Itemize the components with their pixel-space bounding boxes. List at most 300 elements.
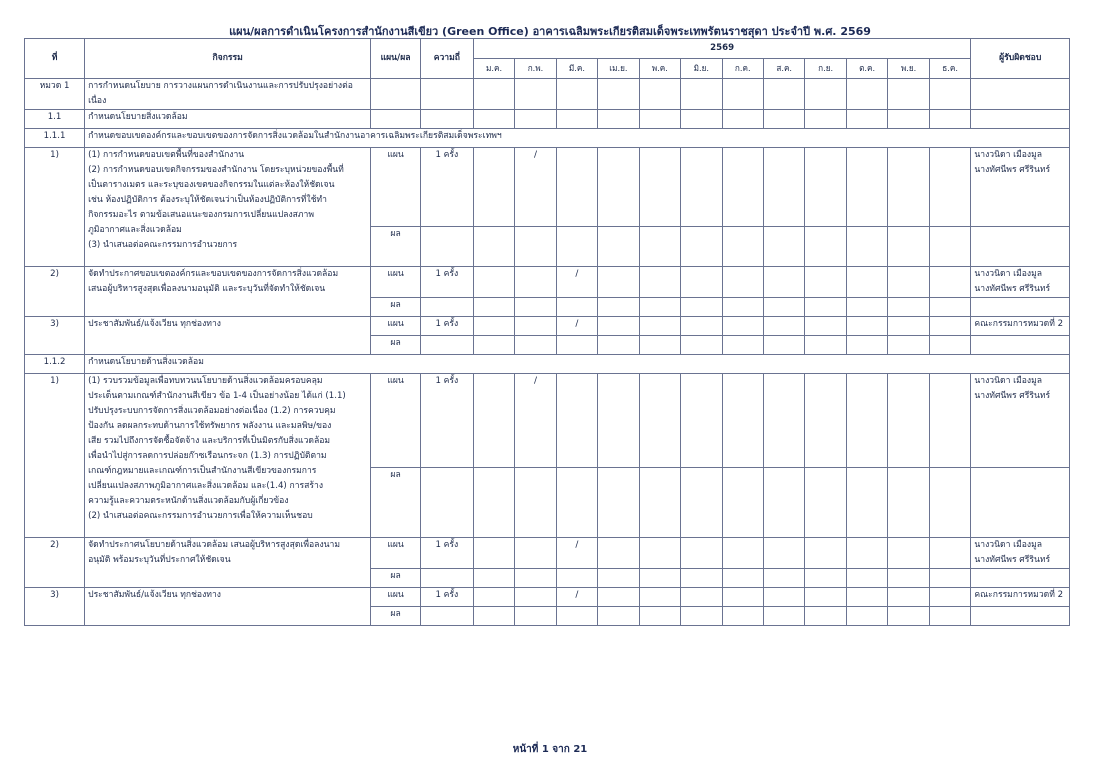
activity-number: 1): [25, 374, 85, 538]
empty-cell: [639, 79, 680, 110]
activity-number: 2): [25, 538, 85, 588]
frequency-value: 1 ครั้ง: [420, 538, 473, 569]
result-month-1: [473, 468, 514, 538]
result-responsible-cell: [971, 336, 1070, 355]
result-month-11: [888, 607, 929, 626]
plan-month-12: [929, 538, 971, 569]
result-frequency-cell: [420, 569, 473, 588]
month-header-6: มิ.ย.: [681, 59, 722, 79]
frequency-value: 1 ครั้ง: [420, 588, 473, 607]
plan-month-4: [598, 267, 639, 298]
result-month-2: [515, 336, 556, 355]
month-header-10: ต.ค.: [846, 59, 887, 79]
result-month-7: [722, 298, 763, 317]
plan-table: [24, 38, 1070, 626]
subsection-number: 1.1.1: [25, 129, 85, 148]
result-month-1: [473, 336, 514, 355]
result-month-10: [846, 607, 887, 626]
result-label: ผล: [371, 298, 421, 317]
empty-cell: [598, 110, 639, 129]
plan-month-6: [681, 267, 722, 298]
plan-month-3: [556, 267, 597, 298]
result-month-9: [805, 468, 846, 538]
section-number: 1.1: [25, 110, 85, 129]
result-month-11: [888, 569, 929, 588]
empty-cell: [722, 79, 763, 110]
plan-month-9: [805, 374, 846, 468]
result-month-6: [681, 569, 722, 588]
activity-line: ปรับปรุงระบบการจัดการสิ่งแวดล้อมอย่างต่อเนื่อง (1.2) การควบคุม: [88, 406, 336, 416]
empty-cell: [929, 79, 971, 110]
activity-line: เสนอผู้บริหารสูงสุดเพื่อลงนามอนุมัติ และระบุวันที่จัดทำให้ชัดเจน: [88, 284, 326, 294]
plan-month-8: [763, 588, 804, 607]
activity-line: (1) รวบรวมข้อมูลเพื่อทบทวนนโยบายด้านสิ่งแวดล้อมครอบคลุม: [88, 376, 323, 386]
plan-month-10: [846, 538, 887, 569]
plan-month-10: [846, 588, 887, 607]
result-month-5: [639, 298, 680, 317]
plan-month-2: [515, 317, 556, 336]
result-month-5: [639, 607, 680, 626]
activity-line: ป้องกัน ลดผลกระทบด้านการใช้ทรัพยากร พลังงาน และมลพิษ/ของ: [88, 421, 332, 431]
empty-cell: [846, 110, 887, 129]
plan-month-7: [722, 317, 763, 336]
plan-month-9: [805, 317, 846, 336]
responsible-person: [971, 267, 1070, 298]
plan-mark: /: [575, 540, 579, 550]
header-no: ที่: [25, 39, 85, 79]
plan-month-12: [929, 317, 971, 336]
result-frequency-cell: [420, 298, 473, 317]
activity-description: [85, 538, 371, 588]
activity-line: เช่น ห้องปฏิบัติการ ต้องระบุให้ชัดเจนว่าเป็นห้องปฏิบัติการที่ใช้ทำ: [88, 195, 327, 205]
document-title: แผน/ผลการดำเนินโครงการสำนักงานสีเขียว (Green Office) อาคารเฉลิมพระเกียรติสมเด็จพระเทพรัตนราชสุดา ประจำปี พ.ศ. 2569: [229, 25, 871, 38]
plan-month-1: [473, 588, 514, 607]
result-month-8: [763, 227, 804, 267]
plan-month-1: [473, 267, 514, 298]
result-month-6: [681, 468, 722, 538]
result-month-5: [639, 468, 680, 538]
responsible-person: [971, 317, 1070, 336]
result-month-4: [598, 569, 639, 588]
empty-cell: [888, 79, 929, 110]
activity-line: จัดทำประกาศขอบเขตองค์กรและขอบเขตของการจัดการสิ่งแวดล้อม: [88, 269, 339, 279]
plan-month-6: [681, 588, 722, 607]
activity-plan-row: [25, 148, 1070, 227]
empty-cell: [420, 79, 473, 110]
header-frequency: ความถี่: [420, 39, 473, 79]
responsible-name: นางทัศนีพร ศรีรินทร์: [974, 391, 1051, 401]
empty-cell: [763, 110, 804, 129]
plan-month-7: [722, 267, 763, 298]
subsection-title: กำหนดนโยบายด้านสิ่งแวดล้อม: [85, 355, 1070, 374]
result-month-8: [763, 607, 804, 626]
responsible-name: นางวนิดา เมืองมูล: [974, 269, 1043, 279]
month-header-8: ส.ค.: [763, 59, 804, 79]
empty-cell: [681, 79, 722, 110]
activity-description: [85, 374, 371, 538]
activity-line: เปลี่ยนแปลงสภาพภูมิอากาศและสิ่งแวดล้อม และ(1.4) การสร้าง: [88, 481, 324, 491]
section-title: กำหนดนโยบายสิ่งแวดล้อม: [85, 110, 371, 129]
result-month-8: [763, 336, 804, 355]
plan-month-9: [805, 538, 846, 569]
header-responsible: ผู้รับผิดชอบ: [971, 39, 1070, 79]
month-header-12: ธ.ค.: [929, 59, 971, 79]
plan-month-2: [515, 374, 556, 468]
result-responsible-cell: [971, 569, 1070, 588]
plan-month-6: [681, 374, 722, 468]
empty-cell: [473, 110, 514, 129]
table-body: [25, 79, 1070, 626]
plan-month-5: [639, 267, 680, 298]
plan-label: แผน: [371, 267, 421, 298]
plan-month-8: [763, 317, 804, 336]
plan-month-10: [846, 148, 887, 227]
activity-line: ประชาสัมพันธ์/แจ้งเวียน ทุกช่องทาง: [88, 319, 221, 329]
result-month-4: [598, 468, 639, 538]
activity-number: 1): [25, 148, 85, 267]
plan-month-5: [639, 374, 680, 468]
activity-line: (2) การกำหนดขอบเขตกิจกรรมของสำนักงาน โดยระบุหน่วยของพื้นที่: [88, 165, 344, 175]
empty-cell: [846, 79, 887, 110]
empty-cell: [763, 79, 804, 110]
activity-plan-row: [25, 317, 1070, 336]
result-month-5: [639, 227, 680, 267]
activity-line: เกณฑ์กฎหมายและเกณฑ์การเป็นสำนักงานสีเขียวของกรมการ: [88, 466, 317, 476]
result-responsible-cell: [971, 607, 1070, 626]
empty-cell: [556, 110, 597, 129]
plan-month-1: [473, 538, 514, 569]
result-month-9: [805, 298, 846, 317]
responsible-person: [971, 148, 1070, 227]
result-month-12: [929, 607, 971, 626]
plan-month-8: [763, 148, 804, 227]
activity-plan-row: [25, 588, 1070, 607]
responsible-name: นางทัศนีพร ศรีรินทร์: [974, 284, 1051, 294]
result-frequency-cell: [420, 607, 473, 626]
plan-month-9: [805, 267, 846, 298]
plan-month-12: [929, 374, 971, 468]
empty-cell: [515, 79, 556, 110]
plan-month-3: [556, 588, 597, 607]
activity-line: (2) นำเสนอต่อคณะกรรมการอำนวยการเพื่อให้ความเห็นชอบ: [88, 511, 313, 521]
month-header-7: ก.ค.: [722, 59, 763, 79]
result-month-4: [598, 607, 639, 626]
result-month-3: [556, 227, 597, 267]
plan-month-1: [473, 374, 514, 468]
month-header-4: เม.ย.: [598, 59, 639, 79]
empty-cell: [371, 110, 421, 129]
category-number: หมวด 1: [25, 79, 85, 110]
plan-month-10: [846, 267, 887, 298]
month-header-2: ก.พ.: [515, 59, 556, 79]
plan-label: แผน: [371, 317, 421, 336]
result-month-1: [473, 227, 514, 267]
result-month-11: [888, 227, 929, 267]
plan-mark: /: [575, 590, 579, 600]
plan-month-2: [515, 588, 556, 607]
result-month-9: [805, 227, 846, 267]
activity-number: 2): [25, 267, 85, 317]
subsection-title: กำหนดขอบเขตองค์กรและขอบเขตของการจัดการสิ่งแวดล้อมในสำนักงานอาคารเฉลิมพระเกียรติสมเด็จพระเทพฯ: [85, 129, 1070, 148]
activity-line: อนุมัติ พร้อมระบุวันที่ประกาศให้ชัดเจน: [88, 555, 231, 565]
activity-line: เพื่อนำไปสู่การลดการปล่อยก๊าซเรือนกระจก (1.3) การปฏิบัติตาม: [88, 451, 327, 461]
result-responsible-cell: [971, 468, 1070, 538]
plan-month-8: [763, 267, 804, 298]
plan-label: แผน: [371, 538, 421, 569]
activity-line: เสีย รวมไปถึงการจัดซื้อจัดจ้าง และบริการที่เป็นมิตรกับสิ่งแวดล้อม: [88, 436, 331, 446]
category-title: การกำหนดนโยบาย การวางแผนการดำเนินงานและการปรับปรุงอย่างต่อเนื่อง: [85, 79, 371, 110]
plan-month-4: [598, 317, 639, 336]
frequency-value: 1 ครั้ง: [420, 148, 473, 227]
activity-line: (1) การกำหนดขอบเขตพื้นที่ของสำนักงาน: [88, 150, 245, 160]
result-month-2: [515, 607, 556, 626]
activity-number: 3): [25, 317, 85, 355]
plan-month-11: [888, 538, 929, 569]
activity-plan-row: [25, 267, 1070, 298]
plan-month-10: [846, 317, 887, 336]
result-month-12: [929, 468, 971, 538]
plan-month-3: [556, 317, 597, 336]
result-month-11: [888, 298, 929, 317]
empty-cell: [681, 110, 722, 129]
result-month-9: [805, 569, 846, 588]
result-month-7: [722, 468, 763, 538]
result-month-11: [888, 468, 929, 538]
result-month-7: [722, 569, 763, 588]
result-month-3: [556, 468, 597, 538]
result-month-12: [929, 569, 971, 588]
plan-month-2: [515, 538, 556, 569]
activity-line: ความรู้และความตระหนักด้านสิ่งแวดล้อมกับผู้เกี่ยวข้อง: [88, 496, 289, 506]
result-responsible-cell: [971, 227, 1070, 267]
plan-label: แผน: [371, 374, 421, 468]
result-month-6: [681, 336, 722, 355]
activity-description: [85, 588, 371, 626]
responsible-name: คณะกรรมการหมวดที่ 2: [974, 319, 1064, 329]
empty-cell: [420, 110, 473, 129]
activity-description: [85, 148, 371, 267]
empty-cell: [556, 79, 597, 110]
plan-month-6: [681, 538, 722, 569]
activity-line: เป็นตารางเมตร และระบุของเขตของกิจกรรมในแต่ละห้องให้ชัดเจน: [88, 180, 335, 190]
responsible-person: [971, 538, 1070, 569]
result-month-3: [556, 336, 597, 355]
month-header-1: ม.ค.: [473, 59, 514, 79]
plan-month-11: [888, 317, 929, 336]
result-month-2: [515, 468, 556, 538]
responsible-name: คณะกรรมการหมวดที่ 2: [974, 590, 1064, 600]
result-month-6: [681, 227, 722, 267]
subsection-row: [25, 129, 1070, 148]
activity-plan-row: [25, 374, 1070, 468]
responsible-person: [971, 374, 1070, 468]
empty-cell: [371, 79, 421, 110]
month-header-9: ก.ย.: [805, 59, 846, 79]
result-responsible-cell: [971, 298, 1070, 317]
subsection-row: [25, 355, 1070, 374]
empty-cell: [722, 110, 763, 129]
plan-month-5: [639, 538, 680, 569]
empty-cell: [805, 110, 846, 129]
activity-number: 3): [25, 588, 85, 626]
result-label: ผล: [371, 227, 421, 267]
result-month-4: [598, 227, 639, 267]
plan-month-6: [681, 148, 722, 227]
empty-cell: [929, 110, 971, 129]
plan-month-3: [556, 538, 597, 569]
category-row: [25, 79, 1070, 110]
result-month-6: [681, 607, 722, 626]
plan-month-5: [639, 148, 680, 227]
plan-month-5: [639, 588, 680, 607]
plan-month-12: [929, 588, 971, 607]
empty-cell: [515, 110, 556, 129]
result-month-7: [722, 336, 763, 355]
responsible-name: นางวนิดา เมืองมูล: [974, 376, 1043, 386]
result-month-3: [556, 298, 597, 317]
frequency-value: 1 ครั้ง: [420, 267, 473, 298]
plan-month-7: [722, 538, 763, 569]
result-label: ผล: [371, 468, 421, 538]
plan-month-7: [722, 374, 763, 468]
plan-month-12: [929, 148, 971, 227]
plan-month-4: [598, 588, 639, 607]
plan-month-9: [805, 588, 846, 607]
month-header-3: มี.ค.: [556, 59, 597, 79]
activity-description: [85, 267, 371, 317]
result-month-10: [846, 569, 887, 588]
plan-month-4: [598, 374, 639, 468]
responsible-person: [971, 588, 1070, 607]
result-month-10: [846, 468, 887, 538]
result-month-12: [929, 227, 971, 267]
plan-month-4: [598, 538, 639, 569]
plan-month-3: [556, 374, 597, 468]
plan-month-9: [805, 148, 846, 227]
result-month-8: [763, 468, 804, 538]
result-month-8: [763, 569, 804, 588]
plan-month-12: [929, 267, 971, 298]
plan-month-5: [639, 317, 680, 336]
plan-mark: /: [575, 269, 579, 279]
plan-month-10: [846, 374, 887, 468]
activity-line: ภูมิอากาศและสิ่งแวดล้อม: [88, 225, 182, 235]
responsible-name: นางวนิดา เมืองมูล: [974, 540, 1043, 550]
result-month-1: [473, 298, 514, 317]
empty-cell: [971, 79, 1070, 110]
result-month-4: [598, 336, 639, 355]
header-plan-result: แผน/ผล: [371, 39, 421, 79]
header-row: [25, 39, 1070, 59]
empty-cell: [639, 110, 680, 129]
result-month-12: [929, 336, 971, 355]
plan-month-8: [763, 538, 804, 569]
responsible-name: นางทัศนีพร ศรีรินทร์: [974, 165, 1051, 175]
empty-cell: [888, 110, 929, 129]
result-month-6: [681, 298, 722, 317]
result-label: ผล: [371, 607, 421, 626]
result-frequency-cell: [420, 227, 473, 267]
plan-label: แผน: [371, 148, 421, 227]
result-month-9: [805, 607, 846, 626]
result-label: ผล: [371, 336, 421, 355]
activity-description: [85, 317, 371, 355]
empty-cell: [805, 79, 846, 110]
plan-month-3: [556, 148, 597, 227]
result-frequency-cell: [420, 336, 473, 355]
activity-line: ประชาสัมพันธ์/แจ้งเวียน ทุกช่องทาง: [88, 590, 221, 600]
plan-month-11: [888, 148, 929, 227]
result-month-2: [515, 298, 556, 317]
result-month-10: [846, 298, 887, 317]
frequency-value: 1 ครั้ง: [420, 374, 473, 468]
result-month-12: [929, 298, 971, 317]
plan-mark: /: [533, 376, 537, 386]
plan-month-8: [763, 374, 804, 468]
month-header-5: พ.ค.: [639, 59, 680, 79]
plan-month-11: [888, 588, 929, 607]
result-month-11: [888, 336, 929, 355]
plan-month-11: [888, 267, 929, 298]
frequency-value: 1 ครั้ง: [420, 317, 473, 336]
header-year: 2569: [473, 39, 971, 59]
result-month-5: [639, 336, 680, 355]
result-month-7: [722, 227, 763, 267]
plan-month-2: [515, 148, 556, 227]
activity-line: (3) นำเสนอต่อคณะกรรมการอำนวยการ: [88, 240, 238, 250]
result-label: ผล: [371, 569, 421, 588]
plan-month-1: [473, 317, 514, 336]
empty-cell: [598, 79, 639, 110]
result-month-8: [763, 298, 804, 317]
responsible-name: นางวนิดา เมืองมูล: [974, 150, 1043, 160]
activity-plan-row: [25, 538, 1070, 569]
plan-month-4: [598, 148, 639, 227]
header-activity: กิจกรรม: [85, 39, 371, 79]
activity-line: ประเด็นตามเกณฑ์สำนักงานสีเขียว ข้อ 1-4 เป็นอย่างน้อย ได้แก่ (1.1): [88, 391, 346, 401]
result-month-10: [846, 336, 887, 355]
responsible-name: นางทัศนีพร ศรีรินทร์: [974, 555, 1051, 565]
result-frequency-cell: [420, 468, 473, 538]
section-row: [25, 110, 1070, 129]
result-month-5: [639, 569, 680, 588]
result-month-2: [515, 227, 556, 267]
result-month-1: [473, 607, 514, 626]
empty-cell: [473, 79, 514, 110]
result-month-7: [722, 607, 763, 626]
plan-month-7: [722, 148, 763, 227]
result-month-2: [515, 569, 556, 588]
subsection-number: 1.1.2: [25, 355, 85, 374]
result-month-1: [473, 569, 514, 588]
plan-mark: /: [575, 319, 579, 329]
activity-line: กิจกรรมอะไร ตามข้อเสนอแนะของกรมการเปลี่ยนแปลงสภาพ: [88, 210, 315, 220]
plan-month-1: [473, 148, 514, 227]
month-header-11: พ.ย.: [888, 59, 929, 79]
plan-month-7: [722, 588, 763, 607]
plan-month-6: [681, 317, 722, 336]
result-month-3: [556, 607, 597, 626]
plan-month-11: [888, 374, 929, 468]
result-month-10: [846, 227, 887, 267]
plan-label: แผน: [371, 588, 421, 607]
result-month-9: [805, 336, 846, 355]
plan-month-2: [515, 267, 556, 298]
result-month-4: [598, 298, 639, 317]
empty-cell: [971, 110, 1070, 129]
plan-mark: /: [533, 150, 537, 160]
activity-line: จัดทำประกาศนโยบายด้านสิ่งแวดล้อม เสนอผู้บริหารสูงสุดเพื่อลงนาม: [88, 540, 341, 550]
